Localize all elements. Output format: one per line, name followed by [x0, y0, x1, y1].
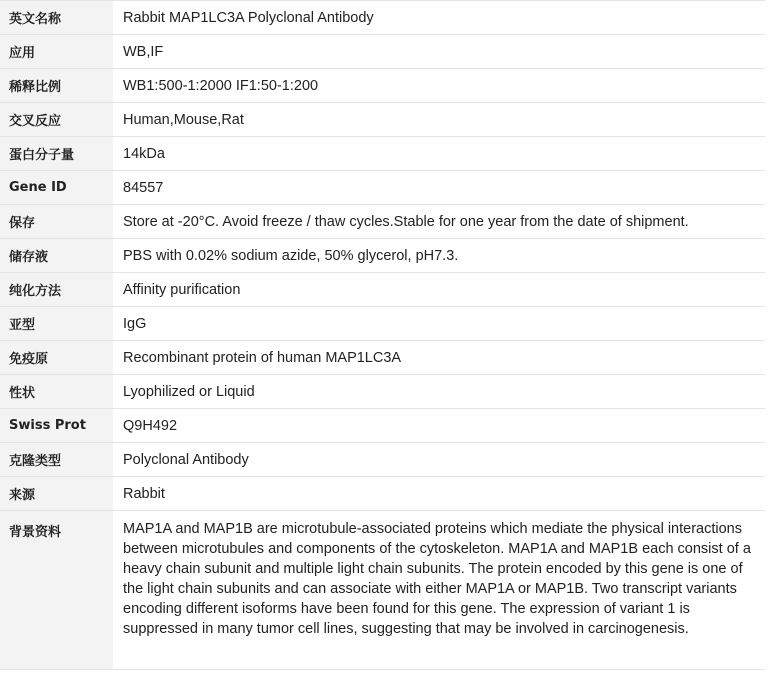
spec-row-isotype [0, 307, 765, 341]
spec-row-swiss-prot [0, 409, 765, 443]
spec-value: WB,IF [113, 35, 765, 69]
spec-value: Recombinant protein of human MAP1LC3A [113, 341, 765, 375]
spec-label: 纯化方法 [0, 273, 113, 307]
spec-label: 背景资料 [0, 511, 113, 670]
spec-value: MAP1A and MAP1B are microtubule-associated proteins which mediate the physical interactions between microtubules and components of the cytoskeleton. MAP1A and MAP1B each consist of a heavy chain subunit and multiple light chain subunits. The protein encoded by this gene is one of the light chain subunits and can associate with either MAP1A or MAP1B. Two transcript variants encoding different isoforms have been found for this gene. The expression of variant 1 is suppressed in many tumor cell lines, suggesting that may be involved in carcinogenesis. [113, 511, 765, 670]
spec-row-form [0, 375, 765, 409]
spec-label: Swiss Prot [0, 409, 113, 443]
spec-value: Rabbit MAP1LC3A Polyclonal Antibody [113, 1, 765, 35]
spec-label: 交叉反应 [0, 103, 113, 137]
spec-label: 稀释比例 [0, 69, 113, 103]
spec-row-application [0, 35, 765, 69]
spec-label: 应用 [0, 35, 113, 69]
spec-value: Human,Mouse,Rat [113, 103, 765, 137]
spec-value: Affinity purification [113, 273, 765, 307]
spec-row-clonality [0, 443, 765, 477]
spec-label: 蛋白分子量 [0, 137, 113, 171]
spec-label: 克隆类型 [0, 443, 113, 477]
spec-value: Polyclonal Antibody [113, 443, 765, 477]
spec-row-molecular-weight [0, 137, 765, 171]
spec-value: IgG [113, 307, 765, 341]
spec-label: 储存液 [0, 239, 113, 273]
spec-row-host [0, 477, 765, 511]
spec-row-immunogen [0, 341, 765, 375]
spec-row-dilution [0, 69, 765, 103]
spec-row-buffer [0, 239, 765, 273]
spec-value: Lyophilized or Liquid [113, 375, 765, 409]
spec-value: PBS with 0.02% sodium azide, 50% glycerol, pH7.3. [113, 239, 765, 273]
spec-row-purification [0, 273, 765, 307]
spec-row-background [0, 511, 765, 670]
spec-label: 亚型 [0, 307, 113, 341]
spec-label: 英文名称 [0, 1, 113, 35]
spec-value: Store at -20°C. Avoid freeze / thaw cycles.Stable for one year from the date of shipment. [113, 205, 765, 239]
spec-value: Q9H492 [113, 409, 765, 443]
spec-label: 保存 [0, 205, 113, 239]
spec-value: Rabbit [113, 477, 765, 511]
spec-row-storage [0, 205, 765, 239]
spec-label: 免疫原 [0, 341, 113, 375]
spec-value: WB1:500-1:2000 IF1:50-1:200 [113, 69, 765, 103]
spec-label: Gene ID [0, 171, 113, 205]
spec-row-gene-id [0, 171, 765, 205]
spec-value: 14kDa [113, 137, 765, 171]
spec-label: 来源 [0, 477, 113, 511]
spec-label: 性状 [0, 375, 113, 409]
spec-row-english-name [0, 1, 765, 35]
spec-value: 84557 [113, 171, 765, 205]
spec-row-reactivity [0, 103, 765, 137]
